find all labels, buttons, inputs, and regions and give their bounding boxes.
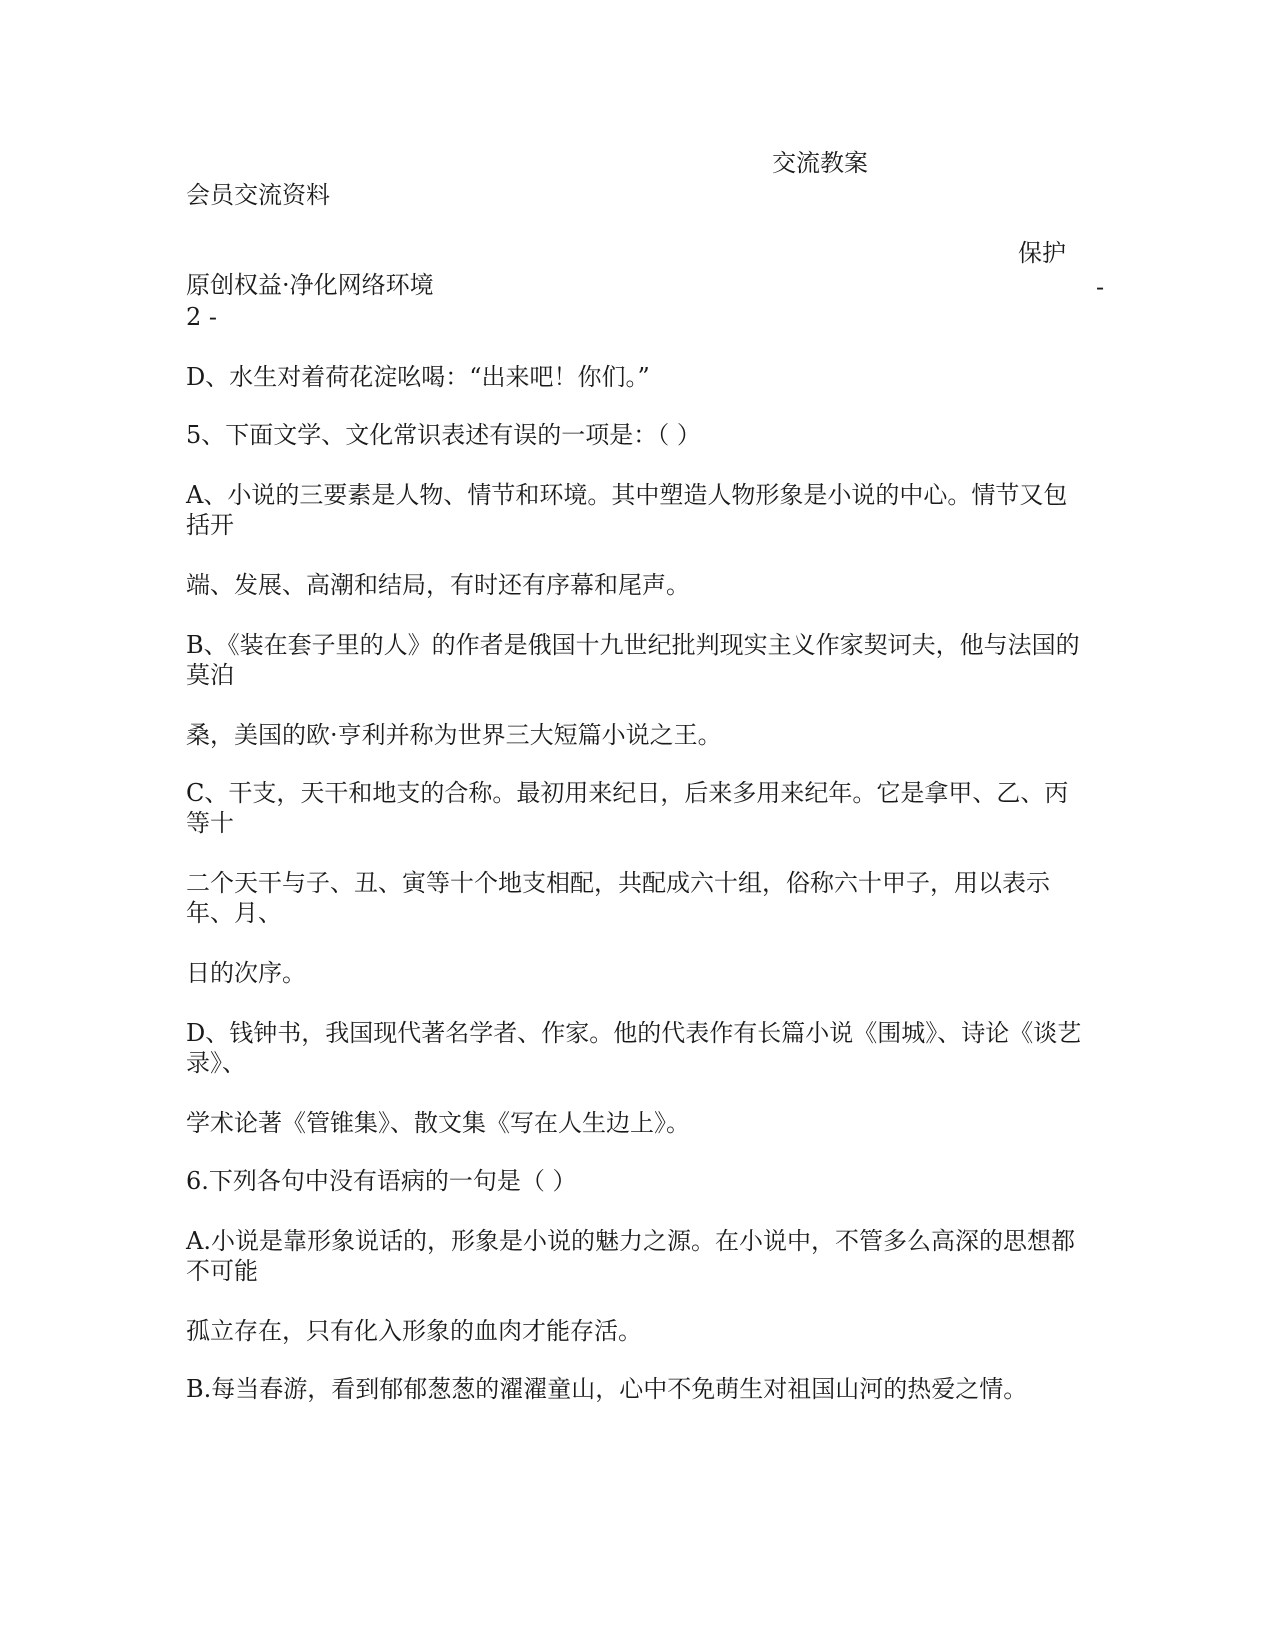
q5-option-c-line2: 二个天干与子、丑、寅等十个地支相配，共配成六十组，俗称六十甲子，用以表示年、月、 bbox=[186, 869, 1050, 927]
header-slogan: 原创权益·净化网络环境 bbox=[186, 271, 434, 299]
q4-option-d: D、水生对着荷花淀吆喝：“出来吧！你们。” bbox=[186, 363, 650, 391]
q5-option-c-line1: C、干支，天干和地支的合称。最初用来纪日，后来多用来纪年。它是拿甲、乙、丙等十 bbox=[186, 779, 1069, 837]
header-protect: 保护 bbox=[1018, 239, 1066, 267]
header-title: 交流教案 bbox=[772, 149, 868, 177]
page-dash: - bbox=[1096, 273, 1105, 301]
q5-option-c-line3: 日的次序。 bbox=[186, 959, 306, 987]
q6-option-a-line2: 孤立存在，只有化入形象的血肉才能存活。 bbox=[186, 1317, 642, 1345]
q5-option-d-line1: D、钱钟书，我国现代著名学者、作家。他的代表作有长篇小说《围城》、诗论《谈艺录》、 bbox=[186, 1019, 1082, 1077]
q5-option-b-line2: 桑，美国的欧·亨利并称为世界三大短篇小说之王。 bbox=[186, 721, 722, 749]
q6-option-b: B.每当春游，看到郁郁葱葱的濯濯童山，心中不免萌生对祖国山河的热爱之情。 bbox=[186, 1375, 1028, 1403]
q6-option-a-line1: A.小说是靠形象说话的，形象是小说的魅力之源。在小说中，不管多么高深的思想都不可能 bbox=[186, 1227, 1075, 1285]
q5-option-a-line2: 端、发展、高潮和结局，有时还有序幕和尾声。 bbox=[186, 571, 690, 599]
page-number: 2 - bbox=[186, 303, 218, 331]
q5-option-d-line2: 学术论著《管锥集》、散文集《写在人生边上》。 bbox=[186, 1109, 690, 1137]
header-subtitle: 会员交流资料 bbox=[186, 181, 330, 209]
q5-stem: 5、下面文学、文化常识表述有误的一项是：（ ） bbox=[186, 421, 701, 449]
q6-stem: 6.下列各句中没有语病的一句是（ ） bbox=[186, 1167, 577, 1195]
q5-option-b-line1: B、《装在套子里的人》的作者是俄国十九世纪批判现实主义作家契诃夫，他与法国的莫泊 bbox=[186, 631, 1080, 689]
q5-option-a-line1: A、小说的三要素是人物、情节和环境。其中塑造人物形象是小说的中心。情节又包括开 bbox=[186, 481, 1068, 539]
